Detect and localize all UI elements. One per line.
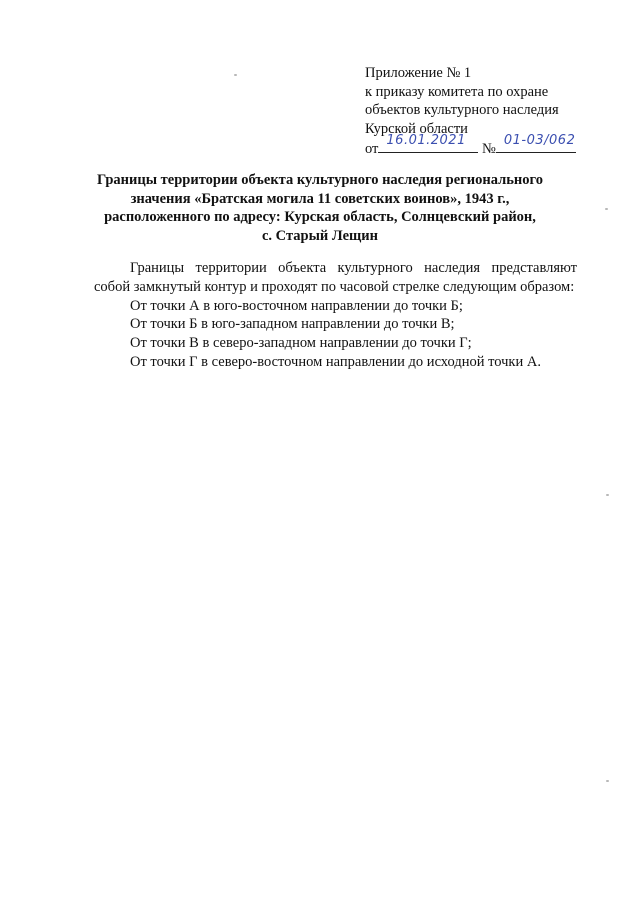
appendix-order-ref: к приказу комитета по охране bbox=[365, 83, 549, 100]
appendix-region: Курской области bbox=[365, 120, 468, 137]
boundary-point-b: От точки Б в юго-западном направлении до точки В; bbox=[130, 316, 455, 333]
title-line-1: Границы территории объекта культурного наследия регионального bbox=[97, 172, 543, 188]
handwritten-number: 01-03/062 bbox=[503, 133, 576, 148]
scan-speck bbox=[606, 494, 609, 496]
boundary-point-a: От точки А в юго-восточном направлении до точки Б; bbox=[130, 297, 463, 314]
scan-speck bbox=[234, 74, 237, 76]
appendix-title: Приложение № 1 bbox=[365, 65, 472, 81]
boundary-point-v: От точки В в северо-западном направлении до точки Г; bbox=[130, 335, 472, 352]
title-line-2: значения «Братская могила 11 советских воинов», 1943 г., bbox=[130, 190, 510, 207]
title-line-4: с. Старый Лещин bbox=[262, 227, 378, 244]
boundary-point-g: От точки Г в северо-восточном направлении до исходной точки А. bbox=[130, 353, 541, 370]
intro-paragraph: Границы территории объекта культурного наследия представляют собой замкнутый контур и проходят по часовой стрелке следующим образом: bbox=[94, 260, 577, 295]
scan-speck bbox=[606, 780, 609, 782]
order-date-number-row bbox=[365, 133, 605, 158]
date-label: от bbox=[365, 141, 379, 157]
document-title bbox=[60, 171, 580, 245]
number-field bbox=[496, 133, 576, 153]
appendix-order-ref-cont: объектов культурного наследия bbox=[365, 102, 559, 118]
handwritten-date: 16.01.2021 bbox=[386, 133, 466, 148]
scan-speck bbox=[605, 208, 608, 210]
date-field bbox=[378, 133, 478, 153]
number-label: № bbox=[482, 141, 496, 157]
document-body bbox=[94, 259, 577, 372]
title-line-3: расположенного по адресу: Курская область, Солнцевский район, bbox=[104, 209, 536, 225]
appendix-block bbox=[365, 64, 605, 158]
